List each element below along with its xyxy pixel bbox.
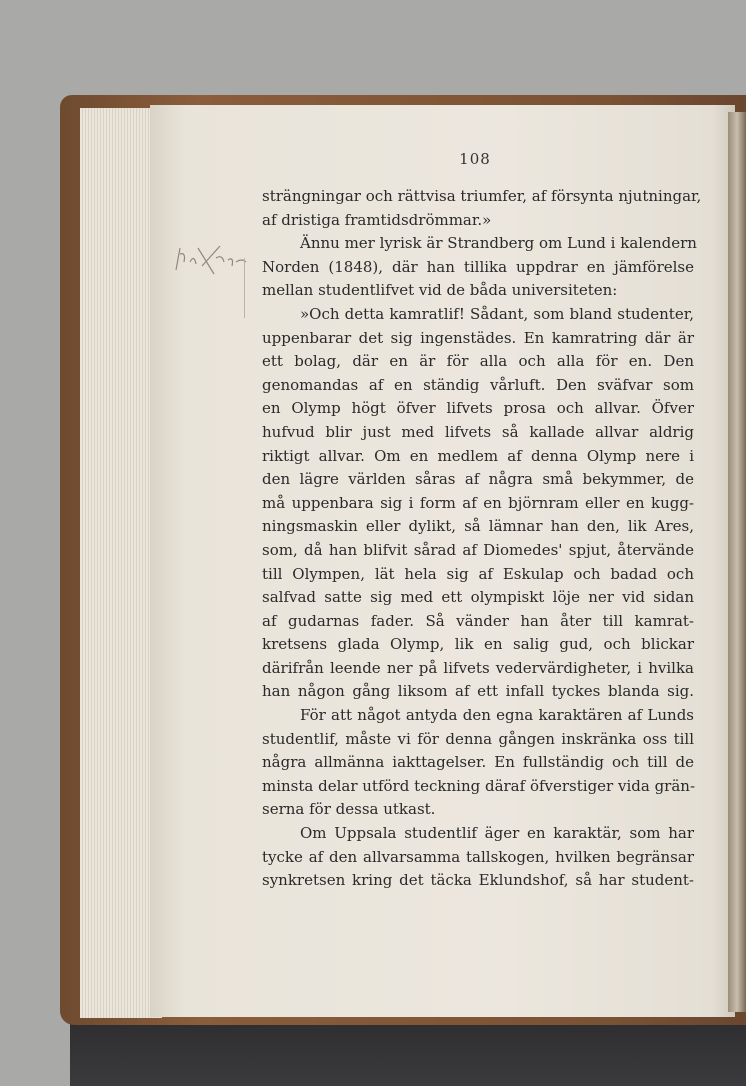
text-line: han någon gång liksom af ett infall tyckes blanda sig. xyxy=(262,682,694,701)
text-line: den lägre världen såras af några små bekymmer, de xyxy=(262,470,694,489)
text-line: kretsens glada Olymp, lik en salig gud, och blickar xyxy=(262,635,694,654)
text-line: strängningar och rättvisa triumfer, af försynta njutningar, xyxy=(262,187,702,205)
text-line: som, då han blifvit sårad af Diomedes' spjut, återvände xyxy=(262,540,694,559)
text-line: hufvud blir just med lifvets så kallade allvar aldrig xyxy=(262,422,694,441)
text-line: af dristiga framtidsdrömmar.» xyxy=(262,210,492,229)
text-line: Om Uppsala studentlif äger en karaktär, som har xyxy=(300,824,694,843)
text-line: uppenbarar det sig ingenstädes. En kamratring där är xyxy=(262,328,694,347)
text-line: till Olympen, lät hela sig af Eskulap och badad och xyxy=(262,564,694,583)
text-line: därifrån leende ner på lifvets vedervärdigheter, i hvilka xyxy=(262,658,694,677)
text-line: må uppenbara sig i form af en björnram eller en kugg- xyxy=(262,493,694,512)
text-line: ningsmaskin eller dylikt, så lämnar han den, lik Ares, xyxy=(262,517,694,536)
body-text xyxy=(262,185,702,893)
text-line: minsta delar utförd teckning däraf öfverstiger vida grän- xyxy=(262,776,696,795)
text-line: genomandas af en ständig vårluft. Den sväfvar som xyxy=(262,375,694,394)
text-line: synkretsen kring det täcka Eklundshof, så har student- xyxy=(262,871,694,890)
text-line: För att något antyda den egna karaktären af Lunds xyxy=(300,706,694,725)
page-number: 108 xyxy=(459,150,491,168)
text-line: ett bolag, där en är för alla och alla för en. Den xyxy=(262,352,694,371)
handwritten-margin-note xyxy=(172,240,252,280)
text-line: några allmänna iakttagelser. En fullständig och till de xyxy=(262,753,694,772)
margin-pencil-line xyxy=(244,258,245,318)
text-line: en Olymp högt öfver lifvets prosa och allvar. Öfver xyxy=(262,399,694,418)
text-line: mellan studentlifvet vid de båda universiteten: xyxy=(262,281,618,300)
text-line: tycke af den allvarsamma tallskogen, hvilken begränsar xyxy=(262,847,694,866)
text-line: af gudarnas fader. Så vänder han åter till kamrat- xyxy=(262,611,694,630)
facing-page-edge xyxy=(728,112,746,1012)
text-line: »Och detta kamratlif! Sådant, som bland studenter, xyxy=(300,304,694,323)
text-line: studentlif, måste vi för denna gången inskränka oss till xyxy=(262,729,694,748)
text-line: riktigt allvar. Om en medlem af denna Olymp nere i xyxy=(262,446,694,465)
text-line: salfvad satte sig med ett olympiskt löje ner vid sidan xyxy=(262,588,694,607)
text-line: Ännu mer lyrisk är Strandberg om Lund i kalendern xyxy=(300,234,697,253)
text-line: serna för dessa utkast. xyxy=(262,800,436,819)
text-line: Norden (1848), där han tillika uppdrar en jämförelse xyxy=(262,257,694,276)
